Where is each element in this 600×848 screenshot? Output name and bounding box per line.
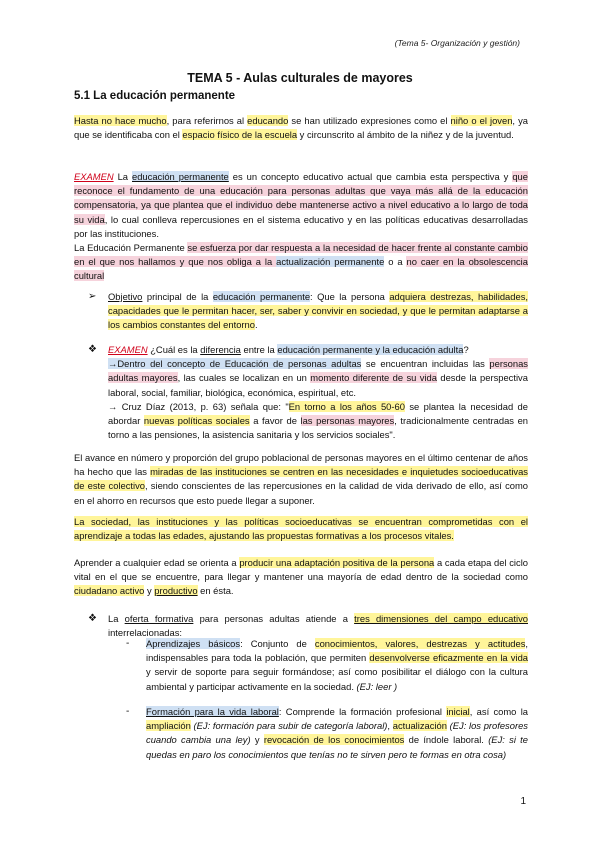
text-span: diferencia <box>200 344 241 355</box>
text-span: , siendo conscientes de las repercusiones en la calidad de vida derivado de ello, así como en el ahorro en recursos que esto puede llegar a suponer. <box>74 480 528 506</box>
dimension-basic <box>146 637 528 694</box>
text-span: principal de la <box>142 291 213 302</box>
text-span: ¿Cuál es la <box>147 344 201 355</box>
dash-bullet-icon: - <box>126 638 130 649</box>
text-span: inicial <box>446 706 470 717</box>
text-span: a favor de <box>249 415 301 427</box>
text-span: desde la perspectiva laboral, social, familiar, biológica, económica, espiritual, etc. <box>108 372 528 398</box>
text-span: es un concepto educativo actual que cambia esta perspectiva y <box>228 171 513 182</box>
text-span: desenvolverse eficazmente en la vida <box>369 652 528 664</box>
bullet-difference <box>108 343 528 442</box>
dash-bullet-icon: - <box>126 706 130 717</box>
text-span: de índole laboral. <box>404 734 489 746</box>
text-span: (EJ: si te quedas en paro los conocimientos que tenías no te sirven pero te formas en otra cosa) <box>146 734 529 760</box>
text-span: . <box>254 319 258 331</box>
text-span: producir una adaptación positiva de la persona <box>239 557 435 568</box>
text-span: o a <box>384 256 407 268</box>
text-span: →Dentro del concepto de Educación de personas adultas <box>108 358 362 370</box>
text-span: miradas de las instituciones se centren en las necesidades e inquietudes socioeducativas de este colectivo <box>74 466 528 492</box>
text-span: Hasta no hace mucho <box>74 115 167 126</box>
text-span: educación permanente <box>212 291 311 302</box>
text-span: espacio físico de la escuela <box>182 129 298 141</box>
paragraph-3 <box>74 241 528 284</box>
text-span: Aprendizajes básicos <box>146 638 241 649</box>
text-span: se plantea la necesidad de abordar <box>108 400 528 427</box>
text-span: interrelacionadas: <box>108 627 183 639</box>
text-span: , ya que se identificaba con el <box>74 115 528 141</box>
text-span: a cada etapa del ciclo vital en el que se encuentre, para llegar y mantener una mayoría de edad dentro de la sociedad como <box>74 557 529 583</box>
text-span: Objetivo <box>108 291 143 302</box>
text-span: El avance en número y proporción del grupo poblacional de personas mayores en el último centenar de años ha hecho que las <box>74 452 528 478</box>
text-span: : Que la persona <box>310 291 390 302</box>
page-number: 1 <box>520 796 526 807</box>
text-span: conocimientos, valores, destrezas y actitudes <box>314 638 526 649</box>
paragraph-2 <box>74 170 528 241</box>
paragraph-6 <box>74 556 528 599</box>
text-span: La <box>108 613 125 624</box>
text-span: y <box>250 734 264 746</box>
text-span: no caer en la obsolescencia cultural <box>74 256 528 282</box>
paragraph-4 <box>74 451 528 508</box>
header-note: (Tema 5- Organización y gestión) <box>394 38 520 48</box>
diamond-bullet-icon: ❖ <box>88 613 97 624</box>
text-span: y servir de soporte para seguir formándose; así como posibilitar el diálogo con la cultura ambiental y participar activamente en la sociedad. <box>146 666 528 692</box>
section-heading: 5.1 La educación permanente <box>74 90 236 102</box>
text-span: → Cruz Díaz (2013, p. 63) señala que: " <box>108 400 289 412</box>
text-span: Aprender a cualquier edad se orienta a <box>74 557 240 568</box>
dimension-work <box>146 705 528 762</box>
text-span: La Educación Permanente <box>74 242 188 253</box>
text-span: momento diferente de su vida <box>310 372 437 384</box>
text-span: que reconoce el fundamento de una educación para personas adultas que vaya <box>74 171 528 197</box>
exam-tag: EXAMEN <box>74 171 114 182</box>
text-span: educando <box>247 115 289 126</box>
text-span: niño o el joven <box>450 115 513 126</box>
text-span: : Conjunto de <box>240 638 315 649</box>
exam-tag: EXAMEN <box>108 344 148 355</box>
text-span: Formación para la vida laboral <box>146 706 279 717</box>
text-span: se encuentran incluidas las <box>361 358 490 370</box>
text-span: ciudadano activo <box>74 585 145 597</box>
text-span: , indispensables para toda la población, que permiten <box>146 638 529 664</box>
text-span: , para referirnos al <box>166 115 248 126</box>
text-span: (EJ: leer ) <box>356 680 398 692</box>
text-span: productivo <box>154 585 198 597</box>
text-span: se han utilizado expresiones como el <box>288 115 451 126</box>
text-span: nuevas políticas sociales <box>143 415 250 427</box>
text-span: en ésta. <box>197 585 234 597</box>
text-span: personas adultas mayores <box>108 358 528 384</box>
text-span: La <box>113 171 132 182</box>
page-title: TEMA 5 - Aulas culturales de mayores <box>187 71 413 85</box>
text-span: , ya que plantea que el individuo debe mantenerse activo a nivel educativo a lo largo de toda su vida <box>74 199 528 225</box>
bullet-objective <box>108 290 528 333</box>
text-span: y circunscrito al ámbito de la niñez y de la juventud. <box>297 129 514 141</box>
text-span: educación permanente y la educación adulta <box>277 344 464 355</box>
text-span: , las cuales se localizan en un <box>177 372 311 384</box>
text-span: ? <box>463 344 469 355</box>
text-span: se esfuerza por dar respuesta a la necesidad de hacer frente al constante cambio en el que nos hallamos y que nos obliga a la <box>74 242 528 268</box>
text-span: para personas adultas atiende a <box>193 613 355 624</box>
text-span: adquiera destrezas, habilidades, capacidades que le permitan hacer, ser, saber y convivir en sociedad, y que le permitan adaptarse a los cambios constantes del entorno <box>108 291 528 331</box>
text-span: , tradicionalmente centradas en torno a las pensiones, la asistencia sanitaria y los servicios sociales". <box>108 415 529 441</box>
text-span: y <box>144 585 155 597</box>
text-span: , <box>387 720 393 732</box>
text-span: (EJ: formación para subir de categoría laboral) <box>190 720 388 732</box>
text-span: educación permanente <box>132 171 229 182</box>
text-span: tres dimensiones del campo educativo <box>354 613 528 624</box>
text-span: revocación de los conocimientos <box>263 734 405 746</box>
text-span: las personas mayores <box>300 415 395 427</box>
text-span: , así como la <box>469 706 528 717</box>
text-span: más allá de la educación compensatoria <box>74 185 528 211</box>
text-span: (EJ: los profesores cuando cambia una ley) <box>146 720 528 746</box>
text-span: oferta formativa <box>124 613 194 624</box>
arrow-bullet-icon: ➢ <box>88 291 97 302</box>
text-span: actualización permanente <box>276 256 385 268</box>
text-span: ampliación <box>146 720 191 732</box>
text-span: La sociedad, las instituciones y las políticas socioeducativas se encuentran comprometidas con el aprendizaje a todas las edades, ajustando las propuestas formativas a los procesos vitales. <box>74 516 528 542</box>
paragraph-1 <box>74 114 528 142</box>
text-span: En torno a los años 50-60 <box>288 400 405 412</box>
text-span: , lo cual conlleva repercusiones en el sistema educativo y en las políticas educativas desarrolladas por las instituciones. <box>74 213 528 239</box>
text-span: entre la <box>240 344 278 355</box>
text-span: actualización <box>392 720 447 732</box>
text-span: : Comprende la formación profesional <box>278 706 447 717</box>
paragraph-5 <box>74 515 528 543</box>
diamond-bullet-icon: ❖ <box>88 344 97 355</box>
